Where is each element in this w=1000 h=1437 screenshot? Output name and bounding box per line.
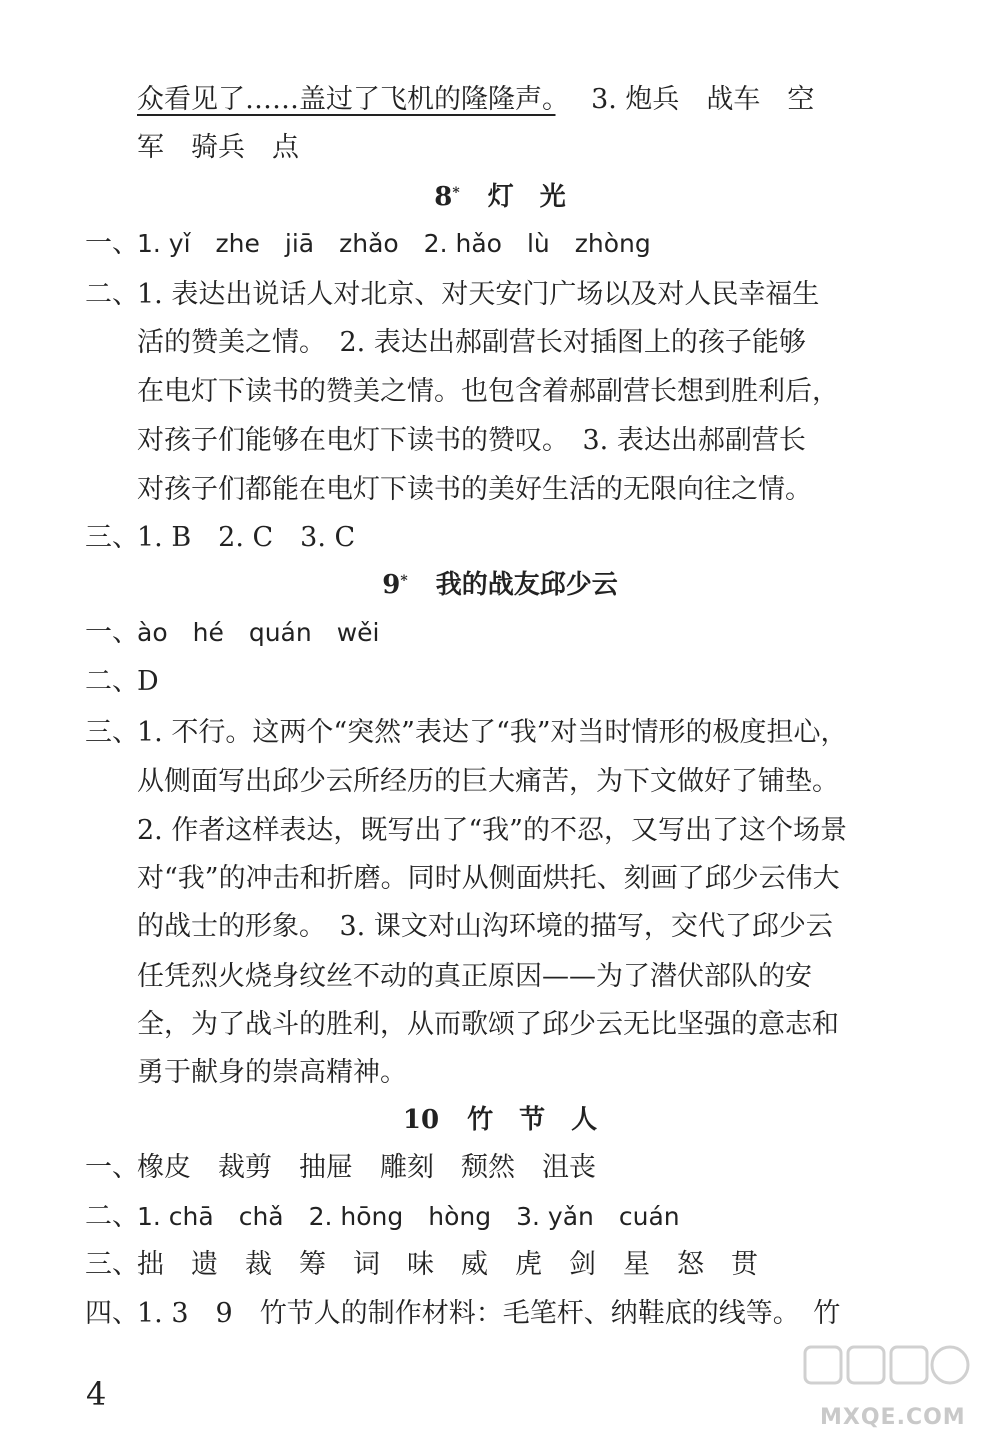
answer-line: 1. B 2. C 3. C — [137, 522, 356, 553]
answer-line: 任凭烈火烧身纹丝不动的真正原因——为了潜伏部队的安 — [137, 961, 812, 992]
s9-q3-line-1 — [0, 713, 1000, 753]
page-number: 4 — [86, 1375, 107, 1413]
s9-q1 — [0, 613, 1000, 653]
s9-q3-line-7 — [0, 1005, 1000, 1045]
answer-line: 活的赞美之情。 2. 表达出郝副营长对插图上的孩子能够 — [137, 327, 806, 358]
section-title-text: 竹 节 人 — [467, 1105, 598, 1135]
s8-q2-line-2 — [0, 323, 1000, 363]
s9-q3-line-2 — [0, 762, 1000, 802]
question-marker: 一、 — [85, 228, 139, 259]
question-marker: 一、 — [85, 617, 139, 648]
answer-line: 1. 不行。这两个“突然”表达了“我”对当时情形的极度担心， — [137, 717, 848, 748]
question-marker: 三、 — [85, 522, 139, 553]
section-title-8 — [0, 177, 1000, 217]
section-number: 8 — [434, 182, 453, 212]
answer-line: 从侧面写出邱少云所经历的巨大痛苦，为下文做好了铺垫。 — [137, 766, 839, 797]
s8-q1 — [0, 224, 1000, 264]
underlined-answer: 众看见了……盖过了飞机的隆隆声。 — [137, 84, 556, 115]
pinyin-answer: 1. yǐ zhe jiā zhǎo 2. hǎo lù zhòng — [137, 229, 651, 258]
question-marker: 三、 — [85, 717, 139, 748]
section-number: 9 — [382, 570, 401, 600]
answer-line: 对孩子们都能在电灯下读书的美好生活的无限向往之情。 — [137, 474, 812, 505]
answer-line: 2. 作者这样表达，既写出了“我”的不忍，又写出了这个场景 — [137, 815, 847, 846]
s9-q3-line-8 — [0, 1053, 1000, 1093]
question-marker: 二、 — [85, 279, 139, 310]
s8-q3 — [0, 518, 1000, 558]
answer-line: 的战士的形象。 3. 课文对山沟环境的描写，交代了邱少云 — [137, 911, 833, 942]
prev-section-line-1 — [0, 80, 1000, 120]
s8-q2-line-5 — [0, 470, 1000, 510]
answer-line: 对孩子们能够在电灯下读书的赞叹。 3. 表达出郝副营长 — [137, 425, 806, 456]
answer-line: 勇于献身的崇高精神。 — [137, 1057, 407, 1088]
answer-line: 在电灯下读书的赞美之情。也包含着郝副营长想到胜利后， — [137, 376, 839, 407]
section-title-text: 我的战友邱少云 — [435, 570, 618, 600]
pinyin-answer: 1. chā chǎ 2. hōng hòng 3. yǎn cuán — [137, 1202, 680, 1231]
section-title-10 — [0, 1100, 1000, 1140]
question-marker: 四、 — [85, 1298, 139, 1329]
s9-q3-line-4 — [0, 859, 1000, 899]
answer-line: 1. 表达出说话人对北京、对天安门广场以及对人民幸福生 — [137, 279, 820, 310]
s8-q2-line-3 — [0, 372, 1000, 412]
answer-line: 拙 遗 裁 筹 词 味 威 虎 剑 星 怒 贯 — [137, 1249, 758, 1280]
question-marker: 二、 — [85, 666, 139, 697]
s10-q4 — [0, 1294, 1000, 1334]
s10-q1 — [0, 1148, 1000, 1188]
answer-text: 军 骑兵 点 — [137, 132, 299, 163]
pinyin-answer: ào hé quán wěi — [137, 618, 380, 647]
answer-line: 全，为了战斗的胜利，从而歌颂了邱少云无比坚强的意志和 — [137, 1009, 839, 1040]
s9-q3-line-5 — [0, 907, 1000, 947]
section-mark: * — [452, 185, 460, 201]
question-marker: 三、 — [85, 1249, 139, 1280]
section-title-text: 灯 光 — [487, 182, 566, 212]
question-marker: 一、 — [85, 1152, 139, 1183]
section-title-9 — [0, 565, 1000, 605]
s9-q2 — [0, 662, 1000, 702]
answer-line: 橡皮 裁剪 抽屉 雕刻 颓然 沮丧 — [137, 1152, 596, 1183]
prev-section-line-2 — [0, 128, 1000, 168]
section-mark: * — [400, 573, 408, 589]
s9-q3-line-6 — [0, 957, 1000, 997]
answer-text: 3. 炮兵 战车 空 — [591, 84, 815, 115]
watermark-text: MXQE.COM — [820, 1405, 966, 1430]
answer-line: D — [137, 666, 159, 697]
s8-q2-line-1 — [0, 275, 1000, 315]
s10-q2 — [0, 1197, 1000, 1237]
answer-line: 1. 3 9 竹节人的制作材料：毛笔杆、纳鞋底的线等。 竹 — [137, 1298, 841, 1329]
s10-q3 — [0, 1245, 1000, 1285]
s9-q3-line-3 — [0, 811, 1000, 851]
question-marker: 二、 — [85, 1201, 139, 1232]
s8-q2-line-4 — [0, 421, 1000, 461]
section-number: 10 — [402, 1105, 440, 1135]
answer-line: 对“我”的冲击和折磨。同时从侧面烘托、刻画了邱少云伟大 — [137, 863, 840, 894]
